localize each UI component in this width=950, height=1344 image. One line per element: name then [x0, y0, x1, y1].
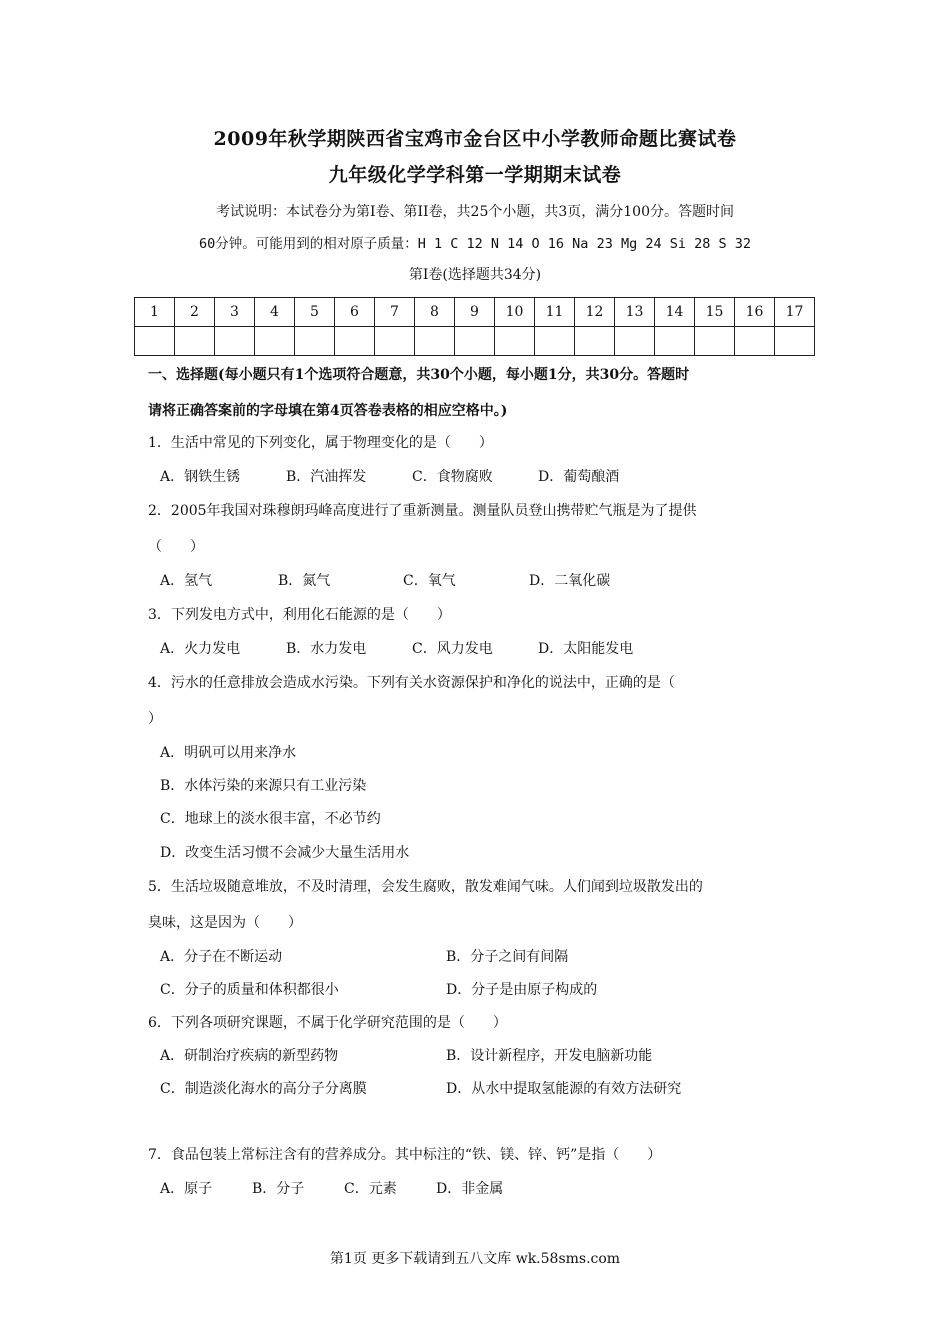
answer-number-cell: 10 [495, 298, 535, 327]
answer-blank-cell[interactable] [775, 327, 815, 356]
answer-number-cell: 11 [535, 298, 575, 327]
exam-note-line2: 60分钟。可能用到的相对原子质量：H 1 C 12 N 14 O 16 Na 23 Mg 24 Si 28 S 32 [199, 236, 751, 252]
answer-number-cell: 4 [255, 298, 295, 327]
q1-option-a[interactable]: A．钢铁生锈 [160, 469, 241, 485]
q2-option-a[interactable]: A．氢气 [160, 573, 213, 589]
q3-option-d[interactable]: D．太阳能发电 [538, 641, 634, 657]
answer-table-number-row [135, 298, 815, 327]
q5-option-a[interactable]: A．分子在不断运动 [160, 949, 283, 965]
answer-blank-cell[interactable] [455, 327, 495, 356]
section1-heading-line2: 请将正确答案前的字母填在第4页答卷表格的相应空格中。) [148, 403, 508, 419]
q4-option-c[interactable]: C．地球上的淡水很丰富，不必节约 [160, 811, 381, 827]
answer-number-cell: 1 [135, 298, 175, 327]
answer-number-cell: 14 [655, 298, 695, 327]
q6-option-a[interactable]: A．研制治疗疾病的新型药物 [160, 1048, 339, 1064]
q5-option-b[interactable]: B．分子之间有间隔 [446, 949, 569, 965]
q6-option-c[interactable]: C．制造淡化海水的高分子分离膜 [160, 1081, 367, 1097]
answer-number-cell: 13 [615, 298, 655, 327]
q4-option-a[interactable]: A．明矾可以用来净水 [160, 745, 297, 761]
answer-number-cell: 16 [735, 298, 775, 327]
q5-option-d[interactable]: D．分子是由原子构成的 [446, 982, 598, 998]
answer-blank-cell[interactable] [135, 327, 175, 356]
answer-blank-cell[interactable] [695, 327, 735, 356]
q5-option-c[interactable]: C．分子的质量和体积都很小 [160, 982, 339, 998]
answer-table-blank-row [135, 327, 815, 356]
question-5-stem: 5．生活垃圾随意堆放，不及时清理，会发生腐败，散发难闻气味。人们闻到垃圾散发出的 [148, 879, 703, 895]
q1-option-c[interactable]: C．食物腐败 [412, 469, 493, 485]
question-3-stem: 3．下列发电方式中，利用化石能源的是（ ） [148, 607, 451, 623]
answer-number-cell: 2 [175, 298, 215, 327]
answer-number-cell: 15 [695, 298, 735, 327]
q2-option-d[interactable]: D．二氧化碳 [529, 573, 611, 589]
q3-option-a[interactable]: A．火力发电 [160, 641, 241, 657]
answer-number-cell: 7 [375, 298, 415, 327]
exam-note-line1: 考试说明：本试卷分为第Ⅰ卷、第II卷，共25个小题，共3页，满分100分。答题时间 [215, 204, 735, 220]
q1-option-d[interactable]: D．葡萄酿酒 [538, 469, 620, 485]
answer-number-cell: 9 [455, 298, 495, 327]
answer-blank-cell[interactable] [615, 327, 655, 356]
q1-option-b[interactable]: B．汽油挥发 [286, 469, 367, 485]
answer-blank-cell[interactable] [735, 327, 775, 356]
answer-blank-cell[interactable] [375, 327, 415, 356]
answer-blank-cell[interactable] [255, 327, 295, 356]
q4-option-d[interactable]: D．改变生活习惯不会减少大量生活用水 [160, 845, 410, 861]
q3-option-b[interactable]: B．水力发电 [286, 641, 367, 657]
q7-option-b[interactable]: B．分子 [252, 1181, 305, 1197]
answer-blank-cell[interactable] [215, 327, 255, 356]
answer-blank-cell[interactable] [415, 327, 455, 356]
answer-number-cell: 3 [215, 298, 255, 327]
q2-option-c[interactable]: C．氧气 [403, 573, 456, 589]
answer-number-cell: 17 [775, 298, 815, 327]
q7-option-c[interactable]: C．元素 [344, 1181, 397, 1197]
question-2-stem-cont: （ ） [148, 539, 204, 555]
exam-title-line2: 九年级化学学科第一学期期末试卷 [328, 164, 622, 186]
q3-option-c[interactable]: C．风力发电 [412, 641, 493, 657]
q7-option-a[interactable]: A．原子 [160, 1181, 213, 1197]
q6-option-b[interactable]: B．设计新程序，开发电脑新功能 [446, 1048, 653, 1064]
answer-blank-cell[interactable] [335, 327, 375, 356]
answer-number-cell: 8 [415, 298, 455, 327]
answer-blank-cell[interactable] [175, 327, 215, 356]
q2-option-b[interactable]: B．氮气 [278, 573, 331, 589]
answer-blank-cell[interactable] [295, 327, 335, 356]
question-5-stem-cont: 臭味，这是因为（ ） [148, 915, 302, 931]
exam-title-line1: 2009年秋学期陕西省宝鸡市金台区中小学教师命题比赛试卷 [213, 128, 737, 150]
question-1-stem: 1．生活中常见的下列变化，属于物理变化的是（ ） [148, 435, 493, 451]
answer-number-cell: 5 [295, 298, 335, 327]
page-footer: 第1页 更多下载请到五八文库 wk.58sms.com [329, 1251, 621, 1267]
answer-blank-cell[interactable] [575, 327, 615, 356]
question-2-stem: 2．2005年我国对珠穆朗玛峰高度进行了重新测量。测量队员登山携带贮气瓶是为了提供 [148, 503, 697, 519]
answer-blank-cell[interactable] [655, 327, 695, 356]
section1-heading-line1: 一、选择题(每小题只有1个选项符合题意，共30个小题，每小题1分，共30分。答题时 [148, 367, 690, 383]
answer-blank-cell[interactable] [535, 327, 575, 356]
answer-blank-cell[interactable] [495, 327, 535, 356]
answer-number-cell: 6 [335, 298, 375, 327]
q7-option-d[interactable]: D．非金属 [436, 1181, 504, 1197]
answer-number-cell: 12 [575, 298, 615, 327]
part1-title: 第Ⅰ卷(选择题共34分) [408, 267, 542, 283]
question-4-stem-cont: ） [148, 711, 162, 727]
q4-option-b[interactable]: B．水体污染的来源只有工业污染 [160, 778, 367, 794]
question-7-stem: 7．食品包装上常标注含有的营养成分。其中标注的“铁、镁、锌、钙”是指（ ） [148, 1147, 662, 1163]
q6-option-d[interactable]: D．从水中提取氢能源的有效方法研究 [446, 1081, 682, 1097]
question-6-stem: 6．下列各项研究课题，不属于化学研究范围的是（ ） [148, 1015, 507, 1031]
question-4-stem: 4．污水的任意排放会造成水污染。下列有关水资源保护和净化的说法中，正确的是（ [148, 675, 675, 691]
answer-table [134, 297, 815, 356]
